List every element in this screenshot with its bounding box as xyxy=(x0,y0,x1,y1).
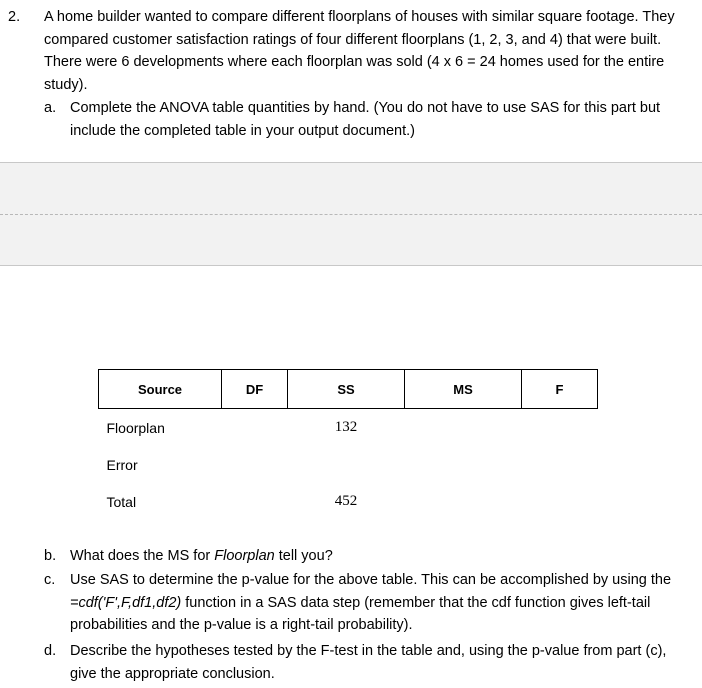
part-b-text xyxy=(70,545,690,568)
cell-df[interactable] xyxy=(222,446,288,483)
answer-area-divider xyxy=(0,214,702,215)
row-source-error: Error xyxy=(106,456,138,473)
cell-f xyxy=(522,446,598,483)
part-b-text-start: What does the MS for xyxy=(70,548,215,564)
part-a-letter: a. xyxy=(44,100,57,116)
cell-ms[interactable] xyxy=(405,409,522,447)
question-number: 2. xyxy=(8,9,21,25)
part-b-italic: Floorplan xyxy=(214,548,275,564)
cell-ss: 132 xyxy=(334,419,358,435)
answer-area[interactable] xyxy=(0,162,702,266)
cell-ss: 452 xyxy=(334,493,358,509)
part-c-text-start: Use SAS to determine the p-value for the above table. This can be accomplished by using the xyxy=(70,572,672,588)
row-source-total: Total xyxy=(106,493,137,510)
question-text: A home builder wanted to compare different floorplans of houses with similar square footage. They compared customer satisfaction ratings of four different floorplans (1, 2, 3, and 4) that were built. There were 6 developments where each floorplan was sold (4 x 6 = 24 homes used for the entire study). xyxy=(44,9,675,93)
part-d-text: Describe the hypotheses tested by the F-test in the table and, using the p-value from part (c), give the appropriate conclusion. xyxy=(70,643,667,682)
part-a-text: Complete the ANOVA table quantities by hand. (You do not have to use SAS for this part but include the completed table in your output document.) xyxy=(70,100,661,139)
part-b-text-end: tell you? xyxy=(274,548,333,564)
part-c-text-end: function in a SAS data step (remember that the cdf function gives left-tail probabilities and the p-value is a right-tail probability). xyxy=(70,594,651,633)
anova-table xyxy=(98,369,598,520)
cell-ss[interactable] xyxy=(288,446,405,483)
header-source: Source xyxy=(99,370,222,409)
cell-df[interactable] xyxy=(222,483,288,520)
header-ms: MS xyxy=(405,370,522,409)
header-f: F xyxy=(522,370,598,409)
part-c-italic: =cdf('F',F,df1,df2) xyxy=(70,594,182,611)
header-ss: SS xyxy=(288,370,405,409)
cell-ms[interactable] xyxy=(405,446,522,483)
anova-header-row xyxy=(99,370,598,409)
cell-ms xyxy=(405,483,522,520)
header-df: DF xyxy=(222,370,288,409)
row-source-floorplan: Floorplan xyxy=(106,419,165,436)
part-b-letter: b. xyxy=(44,548,57,564)
table-row xyxy=(99,409,598,447)
part-c-letter: c. xyxy=(44,572,56,588)
cell-f xyxy=(522,483,598,520)
cell-df[interactable] xyxy=(222,409,288,447)
part-d-letter: d. xyxy=(44,643,57,659)
cell-f[interactable] xyxy=(522,409,598,447)
table-row xyxy=(99,483,598,520)
part-c-text xyxy=(70,569,690,637)
table-row xyxy=(99,446,598,483)
